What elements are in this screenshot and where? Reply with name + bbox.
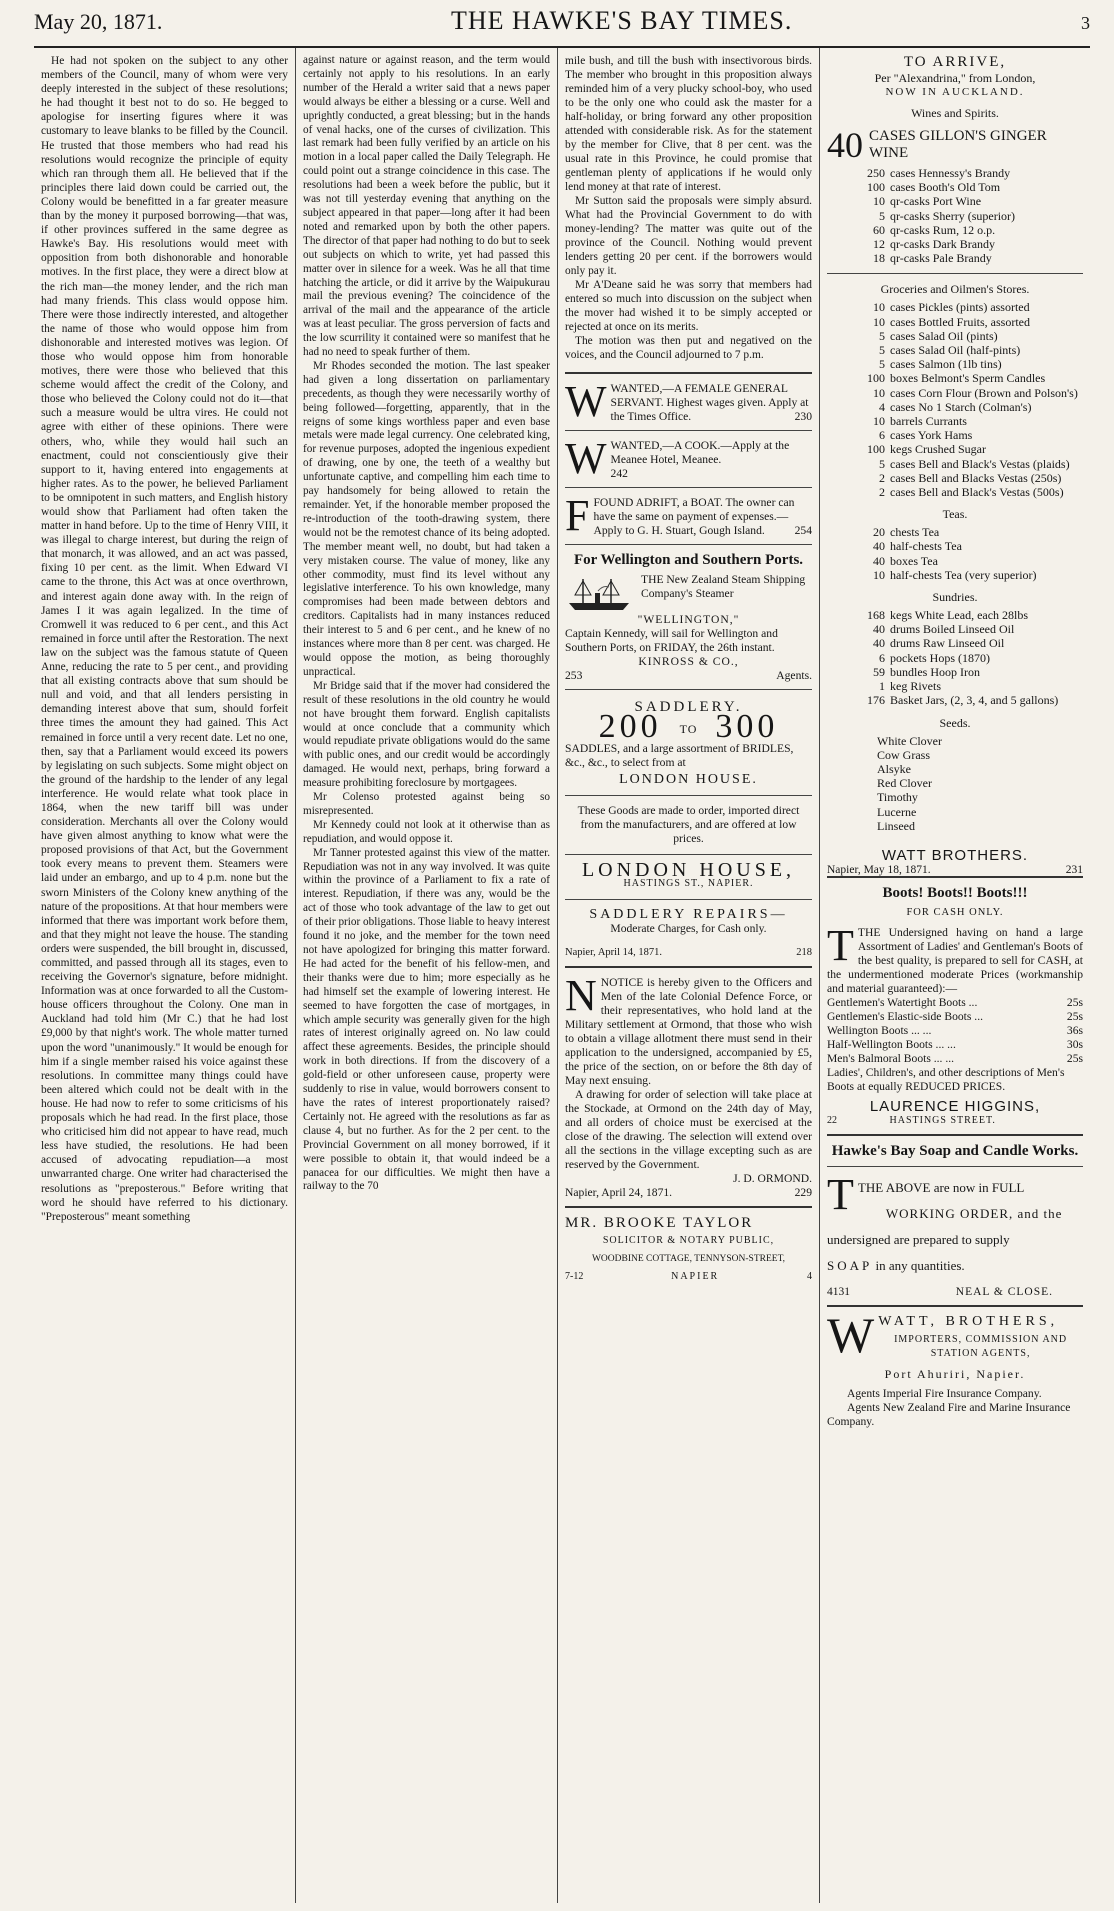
soap-word: SOAP <box>827 1257 873 1273</box>
item-quantity: 12 <box>873 237 885 252</box>
item-quantity: 5 <box>879 343 885 358</box>
lead-item: CASES GILLON'S GINGER WINE <box>869 128 1047 161</box>
seeds-list <box>827 734 1083 833</box>
list-item <box>827 651 1083 665</box>
council-report-part-2 <box>303 54 550 1194</box>
item-name: Cow Grass <box>877 747 930 762</box>
ad-number: 230 <box>794 410 812 423</box>
article-paragraph: Mr Colenso protested against being so misrepresented. <box>303 791 550 817</box>
boot-type: Wellington Boots ... ... <box>827 1023 932 1037</box>
list-item <box>877 776 1083 790</box>
list-item <box>827 180 1083 194</box>
item-name: cases Booth's Old Tom <box>890 180 1001 195</box>
item-quantity: 59 <box>873 664 885 679</box>
item-name: Basket Jars, (2, 3, 4, and 5 gallons) <box>890 693 1059 708</box>
article-paragraph: Mr Tanner protested against this view of the matter. Repudiation was not in any way involved. It was quite within the province of a Parliament to fix a rate of interest. Repudiation, if there was any, would be the act of those who took advantage of the law to get out of their prior obligations. Those liable to heavy interest found it no joke, and the member for the town need not have apologized for bringing this matter forward. He had acted for the benefit of his fellow-men, and their thanks were due to him; more especially as he had himself set the example of lowering interest. He seemed to have forgotten the case of mortgages, in which ample security was generally given for the high rates of interest originally agreed on. No law could affect these agreements. Besides, the principle should work in both directions. If from the discovery of a gold-field or other unforeseen cause, property were suddenly to rise in value, would borrowers consent to have the rates of interest proportionately raised? Certainly not. He agreed with the resolutions as far as clause 4, but no further. As for the 2 per cent. to the Provincial Government on all money borrowed, if it were possible to obtain it, that would indeed be a panacea for our difficulties. We might then have a railway to the 70 <box>303 846 550 1193</box>
item-name: half-chests Tea (very superior) <box>890 567 1037 582</box>
item-name: qr-casks Port Wine <box>890 194 982 209</box>
ad-watt-brothers: W WATT, BROTHERS, IMPORTERS, COMMISSION AND STATION AGENTS, Port Ahuriri, Napier. Agents Imperial Fire Insurance Company. Agents New Zealand Fire and Marine Insurance Company. <box>827 1305 1083 1435</box>
page-number: 3 <box>1080 13 1090 33</box>
agency-line: Agents Imperial Fire Insurance Company. <box>847 1386 1042 1400</box>
column-2 <box>296 48 558 1903</box>
item-name: cases Bell and Black's Vestas (500s) <box>890 485 1064 500</box>
article-paragraph: The motion was then put and negatived on the voices, and the Council adjourned to 7 p.m. <box>565 335 812 361</box>
price-row <box>827 996 1083 1010</box>
firm-name: WATT BROTHERS. <box>881 846 1029 864</box>
item-name: Timothy <box>877 790 918 805</box>
article-paragraph: Mr Sutton said the proposals were simply absurd. What had the Provincial Government to do with money-lending? The matter was quite out of the province of the Council. Nothing would prevent lenders getting 20 per cent. if the borrowers would only pay it. <box>565 195 812 277</box>
wines-list <box>827 166 1083 265</box>
item-quantity: 6 <box>879 428 885 443</box>
list-item <box>827 223 1083 237</box>
item-name: cases Bell and Blacks Vestas (250s) <box>890 470 1062 485</box>
item-quantity: 5 <box>879 208 885 223</box>
ad-text: SADDLES, and a large assortment of BRIDLES, &c., &c., to select from at <box>565 742 794 770</box>
ad-boat: F FOUND ADRIFT, a BOAT. The owner can have the same on payment of expenses.—Apply to G. H. Stuart, Gough Island. 254 <box>565 487 812 544</box>
ad-number: 22 <box>827 1114 837 1126</box>
list-item <box>827 485 1083 499</box>
ad-date: Napier, April 14, 1871. <box>565 947 662 959</box>
item-name: cases Salmon (1lb tins) <box>890 357 1002 372</box>
item-quantity: 5 <box>879 357 885 372</box>
boot-price: 25s <box>1066 1051 1083 1065</box>
item-name: Linseed <box>877 818 915 833</box>
list-item <box>827 357 1083 371</box>
item-name: bundles Hoop Iron <box>890 664 980 679</box>
ad-cook: W WANTED,—A COOK.—Apply at the Meanee Hotel, Meanee. 242 <box>565 430 812 487</box>
item-name: cases Hennessy's Brandy <box>890 166 1011 180</box>
item-quantity: 5 <box>879 328 885 343</box>
item-quantity: 2 <box>879 485 885 500</box>
item-name: Alsyke <box>877 761 911 776</box>
store-name: LONDON HOUSE. <box>619 772 758 788</box>
boot-type: Gentlemen's Watertight Boots ... <box>827 995 978 1009</box>
item-quantity: 176 <box>867 693 885 708</box>
ad-number: 218 <box>796 947 812 959</box>
item-name: kegs Crushed Sugar <box>890 442 986 457</box>
list-item <box>827 343 1083 357</box>
ad-text: THE ABOVE are now in FULL <box>857 1179 1025 1195</box>
article-paragraph: Mr Kennedy could not look at it otherwise than as repudiation, and would oppose it. <box>303 818 550 845</box>
list-item <box>877 762 1083 776</box>
item-name: cases Bottled Fruits, assorted <box>890 314 1030 329</box>
item-name: White Clover <box>877 733 942 748</box>
newspaper-title: THE HAWKE'S BAY TIMES. <box>450 6 793 35</box>
firm-place: Port Ahuriri, Napier. <box>884 1366 1026 1381</box>
location-line: NOW IN AUCKLAND. <box>885 86 1025 98</box>
signature: J. D. ORMOND. <box>733 1172 812 1186</box>
ad-text: FOUND ADRIFT, a BOAT. The owner can have the same on payment of expenses.—Apply to G. H. Stuart, Gough Island. <box>593 496 795 537</box>
count-to-word: TO <box>679 722 698 737</box>
groceries-list <box>827 300 1083 499</box>
list-item <box>827 608 1083 622</box>
list-item <box>827 209 1083 223</box>
ad-number: 229 <box>794 1186 812 1200</box>
ad-text: WORKING ORDER, and the <box>885 1205 1063 1221</box>
list-item <box>827 300 1083 314</box>
list-item <box>877 790 1083 804</box>
section-heading: Seeds. <box>939 715 971 730</box>
issue-date: May 20, 1871. <box>34 9 163 34</box>
item-quantity: 1 <box>879 679 885 694</box>
ad-brooke-taylor <box>565 1206 812 1290</box>
agent-role: Agents. <box>776 669 812 682</box>
item-name: cases Corn Flour (Brown and Polson's) <box>890 385 1078 400</box>
item-quantity: 18 <box>873 251 885 266</box>
item-name: keg Rivets <box>890 679 941 694</box>
ad-text: THE Undersigned having on hand a large Assortment of Ladies' and Gentleman's Boots of the best quality, is prepared to sell for CASH, at the undermentioned moderate Prices (workmanship and material guaranteed):— <box>827 925 1083 995</box>
list-item <box>827 665 1083 679</box>
firm-name: NEAL & CLOSE. <box>955 1285 1053 1298</box>
lawyer-name: MR. BROOKE TAYLOR <box>565 1215 754 1232</box>
price-row <box>827 1010 1083 1024</box>
item-name: boxes Belmont's Sperm Candles <box>890 371 1046 386</box>
ad-number: 7-12 <box>565 1271 584 1283</box>
item-name: cases No 1 Starch (Colman's) <box>890 399 1032 414</box>
article-paragraph: He had not spoken on the subject to any other members of the Council, many of whom were very deeply interested in the subject of these resolutions; he had thought it best not to do so. He begged to apologise for inserting figures where it was customary to leave blanks to be filled by the Council. He trusted that those members who had read his resolutions would recognize the principle of equity which ran through them all. He believed that if the principles there laid down could be carried out, the Colony would be benefitted in a far greater measure than by the money it purposed borrowing—that was, if other provinces suffered in the same degree as Hawke's Bay. His resolutions would meet with opposition from both dishonorable and honorable motives. In the first place, they were a direct blow at the rich man—the money lender, and the rich man had many friends. This class would oppose him. There were those indirectly interested, and altogether the name of those who would oppose him from dishonorable and interested motives was legion. Of those who would oppose him from honorable motives, there were those who believed that this scheme would affect the credit of the Colony, and those who believed the Colony could not do it—that such a measure would be ultra vires. He could not agree with either of these opinions. There were others, who, while they would hail such an enactment, could not conscientiously give their support to it, having entered into engagements at higher rates. As to the power, he believed Parliament to be omnipotent in such matters, and English history would show that Parliament had often taken the matter in hand before. Up to the time of Henry VIII, it was illegal to charge interest, but during the reign of that monarch, it was allowed, and an act was passed, fixing 10 per cent. as the limit. When Edward VI came to the throne, this Act was at once overthrown, and interest again done away with. In the reign of James I it was again legalized. In the time of Cromwell it was reduced to 6 per cent., and this Act remained in force until after the Restoration. The next law on the subject was the famous statute of Queen Anne, reducing the rate to 5 per cent., and providing that all existing contracts above that sum should be null and void, and that all lenders persisting in demanding interest above that sum, should forfeit three times the amount they had gained. This Act remained in force until a very recent date. Let no one, then, say that a Parliament would exceed its powers by legislating on such subjects. Some might object on the ground of the hardship to the lender of any legal interference. He would relate what took place in 1864, when the new tariff bill was under consideration. Merchants all over the Colony would have given almost anything to know what were the proposed provisions of that Act, but the Government took every means to prevent them. Steamers were laid under an embargo, and up to 4 p.m. none but the sworn Ministers of the Colony knew anything of the nature of the propositions. At that hour members were informed that there was important work before them, and that they might not leave the house. The standing orders were suspended, the bill brought in, discussed, committed, and passed through all its stages, even to receiving the Governor's signature, before midnight. Information was at once forwarded to all the Custom-house officers throughout the Colony. One man in Auckland had told him (Mr C.) that he had lost £9,000 by that night's work. The whole matter turned upon the word "unanimously." It would be enough for him if a single member raised his voice against these resolutions. In committee many things could have been altered which could not be dealt with in the house. He had now to refer to some criticisms of his proposals which he had read. In the first place, those who criticised him did not appear to have read, much less have studied, the resolutions. He had been accused of advocating repudiation—a most unwarranted charge. One writer had characterised the resolutions as "preposterous." Before writing that word he should have referred to his dictionary. "Preposterous" meant something <box>41 55 288 1223</box>
section-heading: Wines and Spirits. <box>911 106 999 120</box>
agent-name: KINROSS & CO., <box>638 655 739 668</box>
item-quantity: 5 <box>879 456 885 471</box>
ad-steamer <box>565 544 812 689</box>
list-item <box>827 315 1083 329</box>
boot-type: Half-Wellington Boots ... ... <box>827 1037 956 1051</box>
ad-notice-ormond: N NOTICE is hereby given to the Officers and Men of the late Colonial Defence Force, or their representatives, who hold land at the Military settlement at Ormond, that those who wish to obtain a village allotment there must send in their application to the undersigned, accompanied by £5, the price of the section, on or before the 8th day of May next ensuing. A drawing for order of selection will take place at the Stockade, at Ormond on the 24th day of May, and all orders of choice must be exercised at the close of the drawing. The selection will extend over all the sections in the village excepting such as are reserved by the Government. J. D. ORMOND. Napier, April 24, 1871. 229 <box>565 966 812 1206</box>
lead-quantity: 40 <box>827 125 863 165</box>
steamship-icon <box>565 575 635 613</box>
item-quantity: 2 <box>879 470 885 485</box>
price-row <box>827 1024 1083 1038</box>
masthead <box>34 6 1090 48</box>
item-name: Red Clover <box>877 776 932 791</box>
list-item <box>827 428 1083 442</box>
list-item <box>827 525 1083 539</box>
item-name: cases York Hams <box>890 428 973 443</box>
item-name: qr-casks Dark Brandy <box>890 237 996 252</box>
list-item <box>827 693 1083 707</box>
ad-saddlery <box>565 689 812 966</box>
item-quantity: 100 <box>867 371 885 386</box>
item-name: half-chests Tea <box>890 539 962 554</box>
ad-text: These Goods are made to order, imported direct from the manufacturers, and are offered at low prices. <box>577 804 800 846</box>
list-item <box>827 414 1083 428</box>
item-name: qr-casks Pale Brandy <box>890 251 992 266</box>
boot-price: 36s <box>1066 1023 1083 1037</box>
ad-text: A drawing for order of selection will take place at the Stockade, at Ormond on the 24th day of May, and all orders of choice must be exercised at the close of the drawing. The selection will extend over all the sections in the village excepting such as are reserved by the Government. <box>565 1088 812 1172</box>
store-address: HASTINGS ST., NAPIER. <box>623 878 754 890</box>
ad-female-servant: W WANTED,—A FEMALE GENERAL SERVANT. Highest wages given. Apply at the Times Office. 230 <box>565 372 812 430</box>
columns <box>34 48 1090 1903</box>
item-name: chests Tea <box>890 525 940 540</box>
ad-text: Ladies', Children's, and other descriptions of Men's Boots at equally REDUCED PRICES. <box>827 1065 1065 1093</box>
column-4 <box>820 48 1090 1903</box>
ship-name: "WELLINGTON," <box>637 613 740 626</box>
ad-number: 4131 <box>827 1285 850 1298</box>
repairs-note: Moderate Charges, for Cash only. <box>610 922 767 936</box>
ad-soap-works: Hawke's Bay Soap and Candle Works. T THE ABOVE are now in FULL WORKING ORDER, and the undersigned are prepared to supply SOAP in any quantities. 4131 NEAL & CLOSE. <box>827 1134 1083 1305</box>
list-item <box>827 539 1083 553</box>
item-quantity: 10 <box>873 385 885 400</box>
item-name: cases Salad Oil (half-pints) <box>890 343 1021 358</box>
list-item <box>827 442 1083 456</box>
column-3 <box>558 48 820 1903</box>
item-quantity: 100 <box>867 442 885 457</box>
article-paragraph: mile bush, and till the bush with insectivorous birds. The member who brought in this proposition always reminded him of a very plucky school-boy, who used to be the only one who could ask the master for a half-holiday, or bring forward any other proposition attended with considerable risk. As for the statement by the member for Clive, that 8 per cent. was the usual rate in this Province, he could promise that gentleman plenty of applications if he would only lend money at that rate of interest. <box>565 55 812 193</box>
section-heading: Teas. <box>942 507 968 522</box>
column-1 <box>34 48 296 1903</box>
ad-text: undersigned are prepared to supply <box>827 1231 1010 1247</box>
boot-price: 25s <box>1066 1009 1083 1023</box>
ad-heading: SADDLERY. <box>634 699 743 715</box>
boot-type: Men's Balmoral Boots ... ... <box>827 1051 955 1065</box>
item-quantity: 10 <box>873 194 885 209</box>
ad-heading: For Wellington and Southern Ports. <box>573 552 804 568</box>
list-item <box>827 251 1083 265</box>
item-quantity: 100 <box>867 180 885 195</box>
street: HASTINGS STREET. <box>889 1114 996 1126</box>
ad-number: 253 <box>565 669 583 682</box>
firm-roles: IMPORTERS, COMMISSION AND STATION AGENTS, <box>894 1333 1068 1359</box>
ad-date: Napier, April 24, 1871. <box>565 1186 673 1200</box>
item-quantity: 250 <box>867 166 885 180</box>
item-name: qr-casks Rum, 12 o.p. <box>890 222 996 237</box>
ad-text: WANTED,—A COOK.—Apply at the Meanee Hotel, Meanee. <box>610 439 790 466</box>
town: NAPIER <box>671 1271 720 1283</box>
ad-number: 242 <box>610 467 628 480</box>
list-item <box>827 329 1083 343</box>
item-quantity: 40 <box>873 622 885 637</box>
article-paragraph: Mr Rhodes seconded the motion. The last speaker had given a long dissertation on parliamentary precedents, as though they were necessarily worthy of being followed—forgetting, apparently, that in the reigns of some kings worthless paper and even base metals were made legal currency. One celebrated king, for revenue purposes, adopted the ingenious expedient of drawing, one by one, the teeth of a wealthy but unfortunate captive, and compelling him each time to pay handsomely for being allowed to retain the remainder. Yet, if the honorable member proposed the re-introduction of the tooth-drawing system, there would not be the remotest chance of its being adopted. The member meant well, no doubt, but had taken a very mistaken course. The value of money, like any other commodity, must find its level without any legislative interference. To his own knowledge, many compromises had been made between debtors and creditors. Capitalists had in many instances reduced their interest to 5 and 6 per cent., and he knew of no instances where more than 8 per cent. was charged. He would oppose the motion, as being thoroughly unpractical. <box>303 359 550 678</box>
item-quantity: 60 <box>873 222 885 237</box>
list-item <box>827 471 1083 485</box>
list-item <box>827 400 1083 414</box>
item-quantity: 40 <box>873 636 885 651</box>
item-quantity: 10 <box>873 300 885 315</box>
item-name: pockets Hops (1870) <box>890 650 990 665</box>
lawyer-role: SOLICITOR & NOTARY PUBLIC, <box>602 1235 775 1247</box>
boot-price: 30s <box>1066 1037 1083 1051</box>
item-quantity: 20 <box>873 525 885 540</box>
ad-text: in any quantities. <box>875 1257 965 1273</box>
item-name: boxes Tea <box>890 553 938 568</box>
ad-heading: Boots! Boots!! Boots!!! <box>882 884 1028 901</box>
list-item <box>827 636 1083 650</box>
ad-date: Napier, May 18, 1871. <box>827 863 931 876</box>
merchant-name: LAURENCE HIGGINS, <box>869 1097 1041 1115</box>
item-quantity: 10 <box>873 414 885 429</box>
list-item <box>827 386 1083 400</box>
ad-boots: Boots! Boots!! Boots!!! FOR CASH ONLY. T THE Undersigned having on hand a large Assortment of Ladies' and Gentleman's Boots of the best quality, is prepared to sell for CASH, at the undermentioned moderate Prices (workmanship and material guaranteed):— Gentlemen's Watertight Boots ... 25s Gentlemen's Elastic-side Boots ... 25s Wellington Boots ... ... 36s Half-Wellington Boots ... ... 30s Men's Balmoral Boots ... ... 25s Ladies', Children's, and other descriptions of Men's Boots at equally REDUCED PRICES. LAURENCE HIGGINS, 22 HASTINGS STREET. <box>827 876 1083 1134</box>
cash-note: FOR CASH ONLY. <box>906 906 1004 918</box>
store-name-large: LONDON HOUSE, <box>581 859 796 882</box>
item-name: qr-casks Sherry (superior) <box>890 208 1016 223</box>
list-item <box>877 748 1083 762</box>
item-name: cases Bell and Black's Vestas (plaids) <box>890 456 1070 471</box>
list-item <box>827 237 1083 251</box>
ad-heading: TO ARRIVE, <box>903 54 1007 70</box>
ad-text: WANTED,—A FEMALE GENERAL SERVANT. Highest wages given. Apply at the Times Office. <box>610 382 809 423</box>
section-heading: Groceries and Oilmen's Stores. <box>880 282 1030 297</box>
ad-number: 231 <box>1065 863 1083 876</box>
list-item <box>827 679 1083 693</box>
ad-number-2: 4 <box>807 1271 812 1283</box>
teas-list <box>827 525 1083 582</box>
sundries-list <box>827 608 1083 707</box>
item-name: cases Pickles (pints) assorted <box>890 300 1030 315</box>
item-quantity: 6 <box>879 650 885 665</box>
price-row <box>827 1052 1083 1066</box>
section-heading: Sundries. <box>932 590 978 605</box>
item-quantity: 10 <box>873 314 885 329</box>
item-quantity: 40 <box>873 553 885 568</box>
lawyer-address: WOODBINE COTTAGE, TENNYSON-STREET, <box>591 1254 786 1265</box>
item-quantity: 4 <box>879 399 885 414</box>
item-name: cases Salad Oil (pints) <box>890 328 998 343</box>
boot-price: 25s <box>1066 995 1083 1009</box>
list-item <box>827 166 1083 180</box>
list-item <box>877 805 1083 819</box>
list-item <box>827 568 1083 582</box>
item-quantity: 168 <box>867 608 885 623</box>
ad-to-arrive <box>827 54 1083 876</box>
list-item <box>827 194 1083 208</box>
agency-line: Agents New Zealand Fire and Marine Insurance Company. <box>827 1400 1071 1428</box>
item-name: barrels Currants <box>890 414 967 429</box>
ad-text: Captain Kennedy, will sail for Wellington and Southern Ports, on FRIDAY, the 26th instant. <box>565 627 778 654</box>
item-name: Lucerne <box>877 804 917 819</box>
count-from: 200 <box>598 708 662 745</box>
repairs-heading: SADDLERY REPAIRS— <box>589 907 788 923</box>
list-item <box>827 622 1083 636</box>
boots-price-list <box>827 996 1083 1066</box>
ship-line: Per "Alexandrina," from London, <box>874 71 1036 85</box>
article-paragraph: Mr A'Deane said he was sorry that members had entered so much into discussion on the subject when the mover had wished it to be simply accepted or rejected at once on its merits. <box>565 279 812 333</box>
article-paragraph: against nature or against reason, and the term would certainly not apply to his resolutions. In an early number of the Herald a writer said that a news paper would always be either a blessing or a curse. Well and uprightly conducted, a great blessing; but in the hands of venal hacks, one of the curses of civilization. This last remark had been fully verified by an article on his motion in a local paper called the Daily Telegraph. He could point out a strange coincidence in this case. The resolutions had been a week before the public, but it was not till yesterday evening that anything on the subject appeared in that paper—long after it had been noted and remarked upon by both the other papers. The director of that paper had nothing to do but to seek out subjects on which to write, yet had passed this matter over in silence for a week. Was he all that time hatching the article, or did it arrive by the Waipukurau mail the previous evening? The coincidence of the arrival of the mail and the appearance of the article was at least peculiar. The gross perversion of facts and the low scurrility it contained were so manifest that he had no need to speak further of them. <box>303 54 550 359</box>
item-name: kegs White Lead, each 28lbs <box>890 608 1029 623</box>
ad-text: THE New Zealand Steam Shipping Company's Steamer <box>641 573 806 600</box>
ad-number: 254 <box>794 524 812 537</box>
item-name: drums Raw Linseed Oil <box>890 636 1005 651</box>
list-item <box>827 554 1083 568</box>
price-row <box>827 1038 1083 1052</box>
council-report-part-1 <box>41 54 288 1224</box>
article-paragraph: Mr Bridge said that if the mover had considered the result of these resolutions in the old country he would not have brought them forward. English capitalists would at once conclude that a community which would repudiate private obligations would do the same with public ones, and our credit would be accordingly damaged. He would next, perhaps, bring forward a measure prohibiting foreclosure by mortgagees. <box>303 679 550 790</box>
ad-text: NOTICE is hereby given to the Officers and Men of the late Colonial Defence Force, or their representatives, who hold land at the Military settlement at Ormond, that those who wish to obtain a village allotment there must send in their application to the undersigned, accompanied by £5, the price of the section, on or before the 8th day of May next ensuing. <box>565 976 812 1088</box>
ad-heading: Hawke's Bay Soap and Candle Works. <box>831 1142 1079 1159</box>
boot-type: Gentlemen's Elastic-side Boots ... <box>827 1009 984 1023</box>
item-name: drums Boiled Linseed Oil <box>890 622 1015 637</box>
list-item <box>827 371 1083 385</box>
saddle-count <box>565 708 812 745</box>
count-to: 300 <box>715 708 779 745</box>
list-item <box>827 457 1083 471</box>
firm-name: WATT, BROTHERS, <box>878 1313 1059 1329</box>
item-quantity: 10 <box>873 567 885 582</box>
list-item <box>877 734 1083 748</box>
item-quantity: 40 <box>873 539 885 554</box>
council-report-part-3 <box>565 54 812 362</box>
list-item <box>877 819 1083 833</box>
